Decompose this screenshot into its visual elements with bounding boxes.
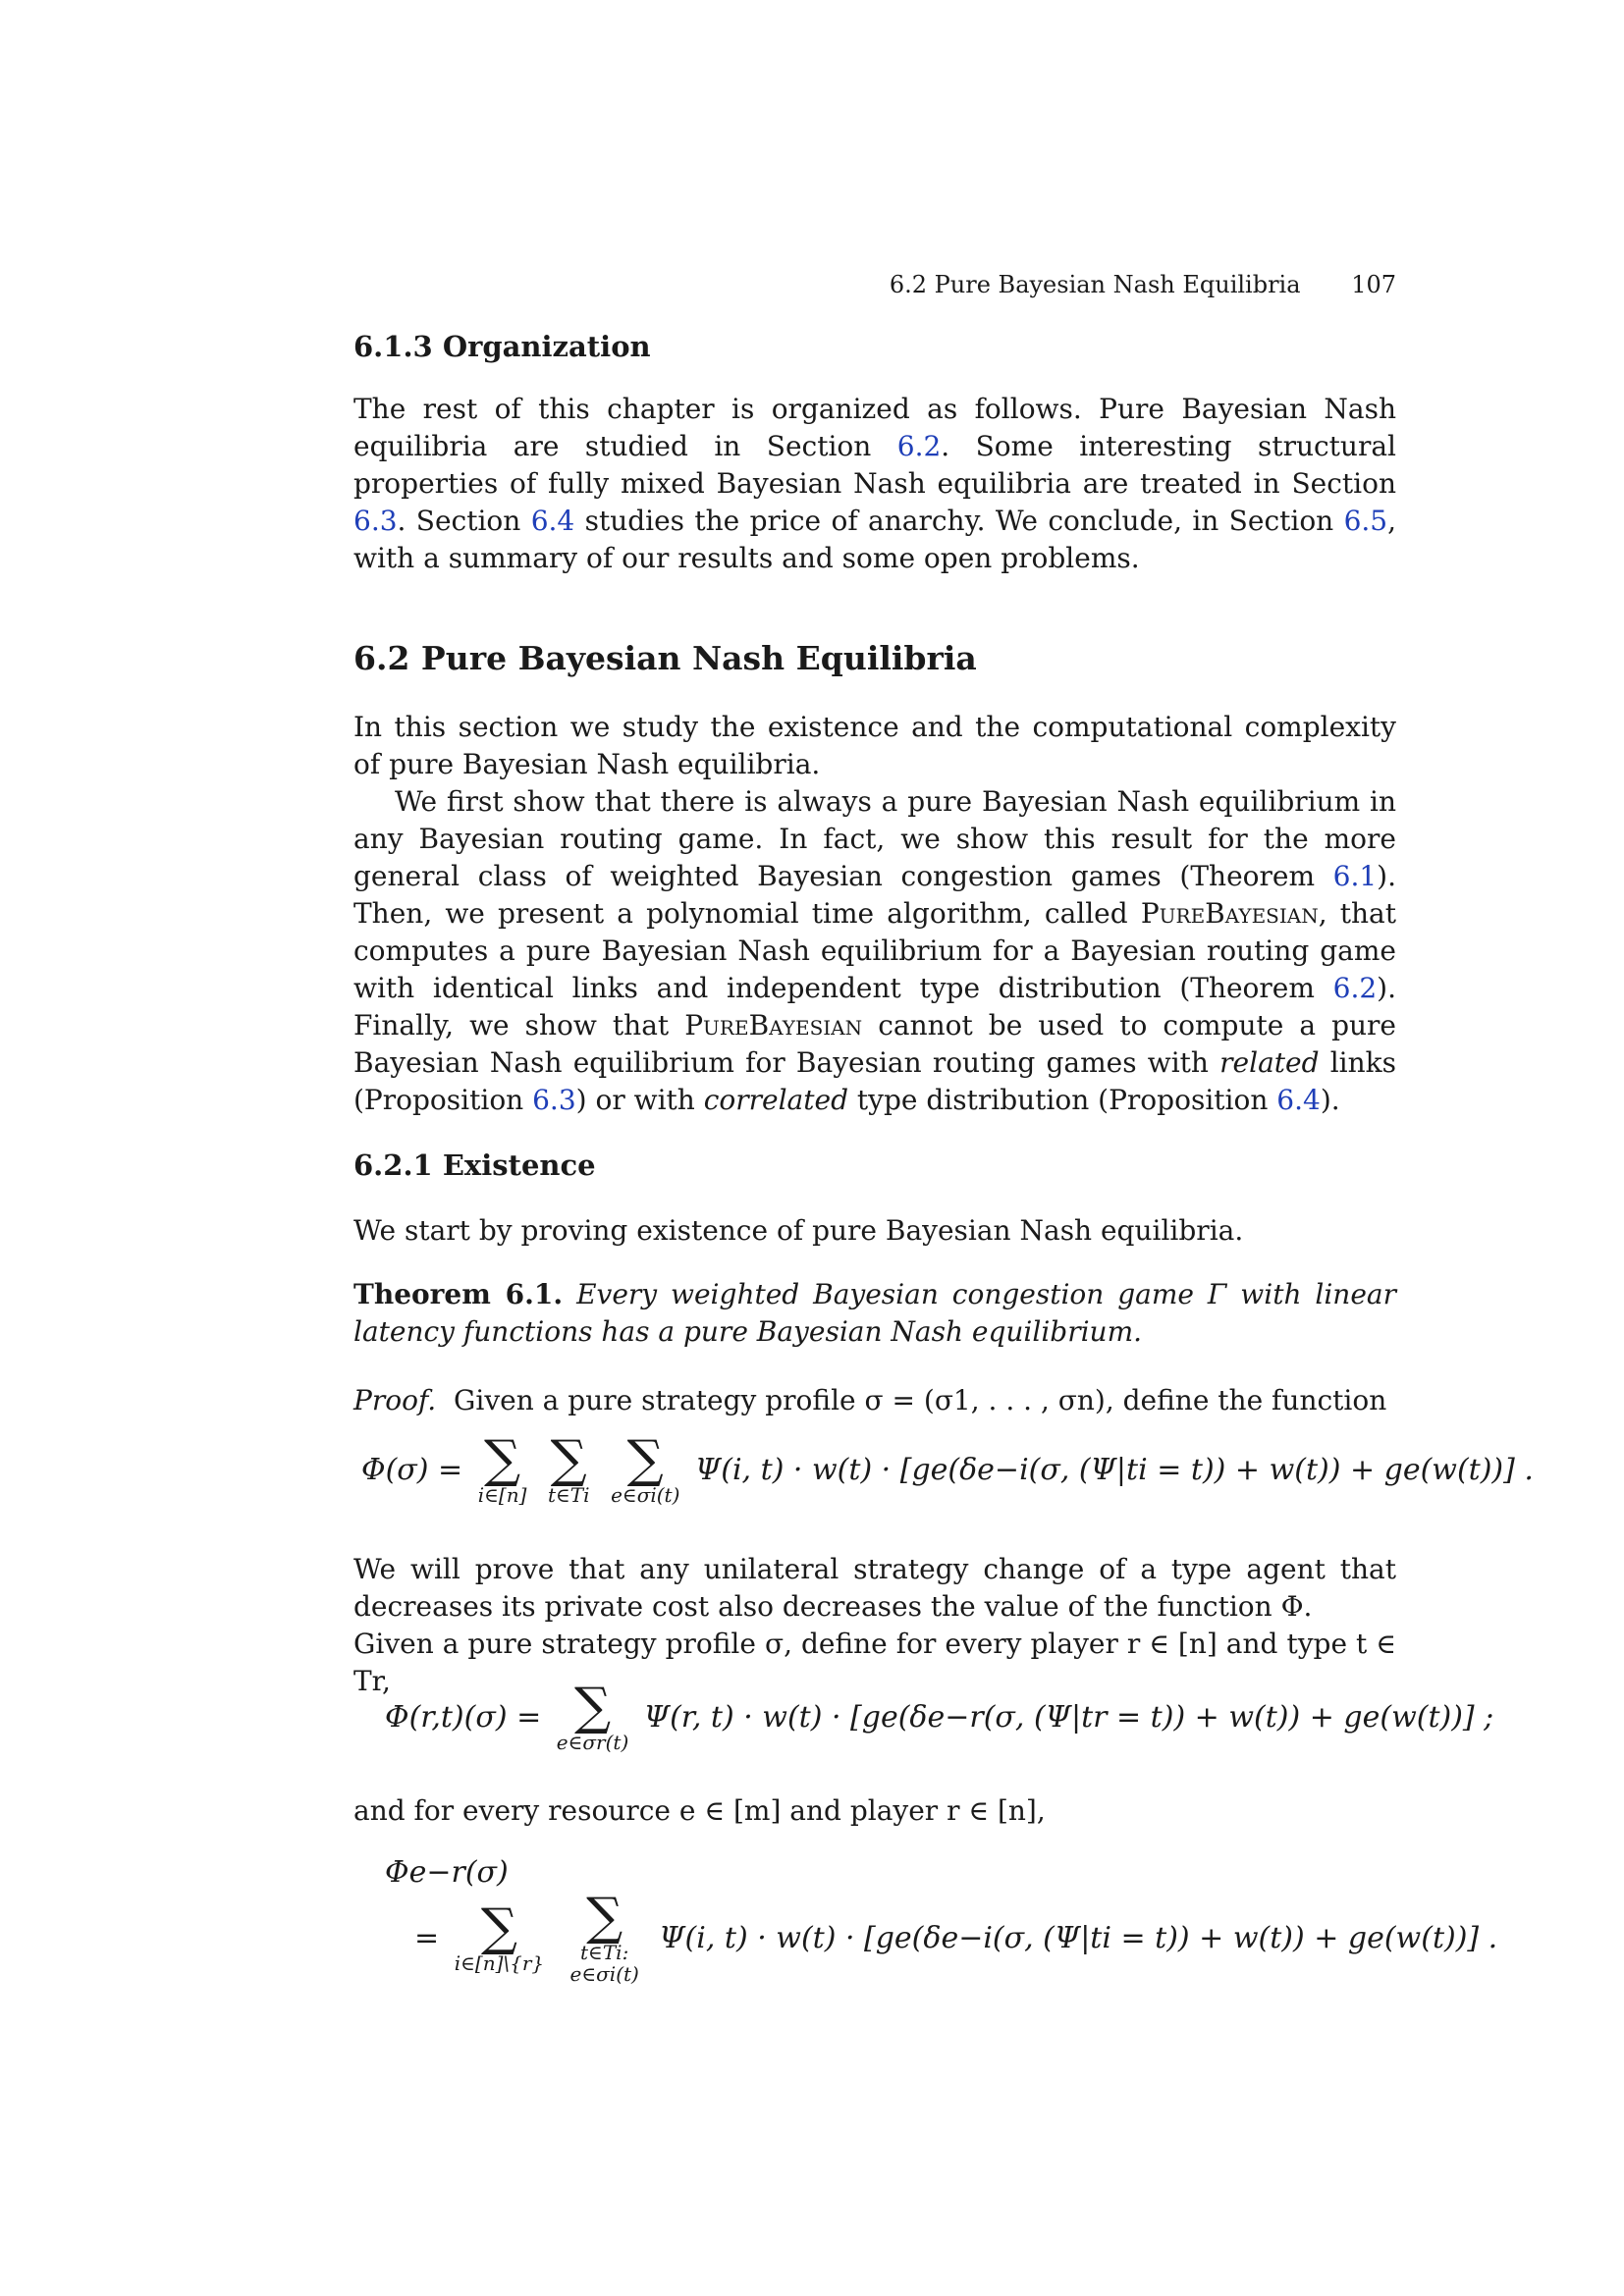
page-number: 107	[1351, 271, 1396, 298]
link-section-6-2[interactable]: 6.2	[896, 430, 942, 462]
after-eq1-block	[353, 1551, 1396, 1700]
emph-related: related	[1219, 1046, 1320, 1079]
eq2-sum	[556, 1678, 629, 1754]
theorem-label: Theorem 6.1.	[353, 1278, 564, 1310]
theorem-block	[353, 1276, 1396, 1351]
org-text-1: The rest of this chapter is organized as follows. Pure Bayesian Nash equilibria are studied in Section	[353, 393, 1396, 462]
algorithm-name: PureBayesian	[1140, 897, 1319, 930]
proof-block	[353, 1382, 1396, 1419]
theorem-6-1	[353, 1276, 1396, 1351]
section-second-paragraph	[353, 783, 1396, 1119]
sum-symbol: ∑	[586, 1888, 623, 1947]
eq3-equals: =	[414, 1921, 440, 1955]
running-head	[353, 269, 1396, 300]
proof-start	[353, 1382, 1396, 1419]
eq3-body: Ψ(i, t) · w(t) · [ge(δe−i(σ, (Ψ|ti = t)) + w(t)) + ge(w(t))] .	[659, 1921, 1498, 1955]
eq1-body: Ψ(i, t) · w(t) · [ge(δe−i(σ, (Ψ|ti = t)) + w(t)) + ge(w(t))] .	[694, 1453, 1534, 1487]
eq3-sum-2	[566, 1888, 644, 1986]
existence-intro-block	[353, 1212, 1396, 1250]
link-section-6-3[interactable]: 6.3	[353, 505, 398, 537]
section-heading-block	[353, 637, 1396, 680]
link-proposition-6-3[interactable]: 6.3	[532, 1084, 576, 1116]
equation-phi-e	[385, 1853, 1428, 1893]
link-section-6-4[interactable]: 6.4	[530, 505, 575, 537]
eq1-sum-1	[477, 1430, 527, 1507]
org-text-3: . Section	[397, 505, 531, 537]
emph-correlated: correlated	[703, 1084, 848, 1116]
p2-text-2: ). Then, we present a polynomial time algorithm, called	[353, 860, 1396, 930]
eq1-sum-1-sub: i∈[n]	[477, 1483, 527, 1507]
sum-symbol: ∑	[483, 1430, 521, 1489]
eq2-body: Ψ(r, t) · w(t) · [ge(δe−r(σ, (Ψ|tr = t)) + w(t)) + ge(w(t))] ;	[643, 1700, 1494, 1735]
resource-text-block	[353, 1792, 1396, 1830]
eq1-sum-3	[611, 1430, 680, 1507]
org-text-4: studies the price of anarchy. We conclude, in Section	[574, 505, 1344, 537]
equation-phi-e-rhs	[414, 1888, 1498, 1986]
section-p2-block	[353, 783, 1396, 1119]
running-head-section-title: Pure Bayesian Nash Equilibria	[934, 271, 1301, 298]
proof-label: Proof.	[353, 1384, 437, 1416]
p2-text-8: type distribution (Proposition	[848, 1084, 1277, 1116]
eq1-sum-3-sub: e∈σi(t)	[611, 1483, 680, 1507]
organization-paragraph	[353, 391, 1396, 577]
section-intro-block	[353, 709, 1396, 783]
p2-text-7: ) or with	[575, 1084, 704, 1116]
given-paragraph: Given a pure strategy profile σ, define for every player r ∈ [n] and type t ∈ Tr,	[353, 1628, 1396, 1697]
organization-paragraph-block	[353, 391, 1396, 577]
eq2-lhs: Φ(r,t)(σ) =	[385, 1700, 542, 1735]
existence-heading-block	[353, 1147, 1396, 1184]
resource-paragraph: and for every resource e ∈ [m] and player r ∈ [n],	[353, 1794, 1046, 1827]
eq1-sum-2-sub: t∈Ti	[547, 1483, 590, 1507]
link-section-6-5[interactable]: 6.5	[1343, 505, 1388, 537]
link-theorem-6-2[interactable]: 6.2	[1332, 972, 1378, 1004]
proof-text: Given a pure strategy profile σ = (σ1, . . . , σn), define the function	[454, 1384, 1387, 1416]
eq3-sum-1	[454, 1898, 545, 1975]
section-intro-paragraph: In this section we study the existence and the computational complexity of pure Bayesian Nash equilibria.	[353, 711, 1396, 780]
sum-symbol: ∑	[480, 1898, 517, 1957]
org-text-2: . Some interesting structural properties of fully mixed Bayesian Nash equilibria are treated in Section	[353, 430, 1396, 500]
existence-heading: 6.2.1 Existence	[353, 1148, 596, 1182]
link-theorem-6-1[interactable]: 6.1	[1332, 860, 1378, 892]
link-proposition-6-4[interactable]: 6.4	[1276, 1084, 1321, 1116]
organization-heading: 6.1.3 Organization	[353, 330, 651, 363]
organization-heading-block	[353, 328, 1396, 365]
eq3-sum-1-sub: i∈[n]\{r}	[454, 1951, 545, 1975]
running-head-section-number: 6.2	[889, 271, 927, 298]
p2-text-3: , that computes a pure Bayesian Nash equilibrium for a Bayesian routing game with identical links and independent type distribution (Theorem	[353, 897, 1396, 1004]
eq1-lhs: Φ(σ) =	[361, 1453, 463, 1487]
section-heading: 6.2 Pure Bayesian Nash Equilibria	[353, 639, 977, 677]
algorithm-name-2: PureBayesian	[684, 1009, 863, 1041]
existence-intro: We start by proving existence of pure Bayesian Nash equilibria.	[353, 1214, 1244, 1247]
sum-symbol: ∑	[626, 1430, 664, 1489]
eq1-sum-2	[547, 1430, 590, 1507]
org-text-5: , with a summary of our results and some open problems.	[353, 505, 1397, 574]
p2-text-6: links (Proposition	[353, 1046, 1396, 1116]
after-eq1-paragraph: We will prove that any unilateral strategy change of a type agent that decreases its private cost also decreases the value of the function Φ.	[353, 1553, 1396, 1623]
equation-phi-rt	[385, 1678, 1494, 1754]
equation-phi	[361, 1430, 1534, 1507]
eq3-lhs: Φe−r(σ)	[385, 1855, 509, 1890]
theorem-statement: Every weighted Bayesian congestion game Γ with linear latency functions has a pure Bayesian Nash equilibrium.	[353, 1278, 1396, 1348]
p2-text-5: cannot be used to compute a pure Bayesian Nash equilibrium for Bayesian routing games with	[353, 1009, 1397, 1079]
p2-text-4: ). Finally, we show that	[353, 972, 1396, 1041]
sum-symbol: ∑	[573, 1678, 612, 1736]
p2-text-1: We first show that there is always a pure Bayesian Nash equilibrium in any Bayesian routing game. In fact, we show this result for the more general class of weighted Bayesian congestion games (Theorem	[353, 785, 1396, 892]
eq3-sum-2-sub: t∈Ti: e∈σi(t)	[569, 1941, 639, 1986]
sum-symbol: ∑	[550, 1430, 587, 1489]
p2-text-9: ).	[1320, 1084, 1340, 1116]
eq2-sum-sub: e∈σr(t)	[556, 1731, 629, 1754]
